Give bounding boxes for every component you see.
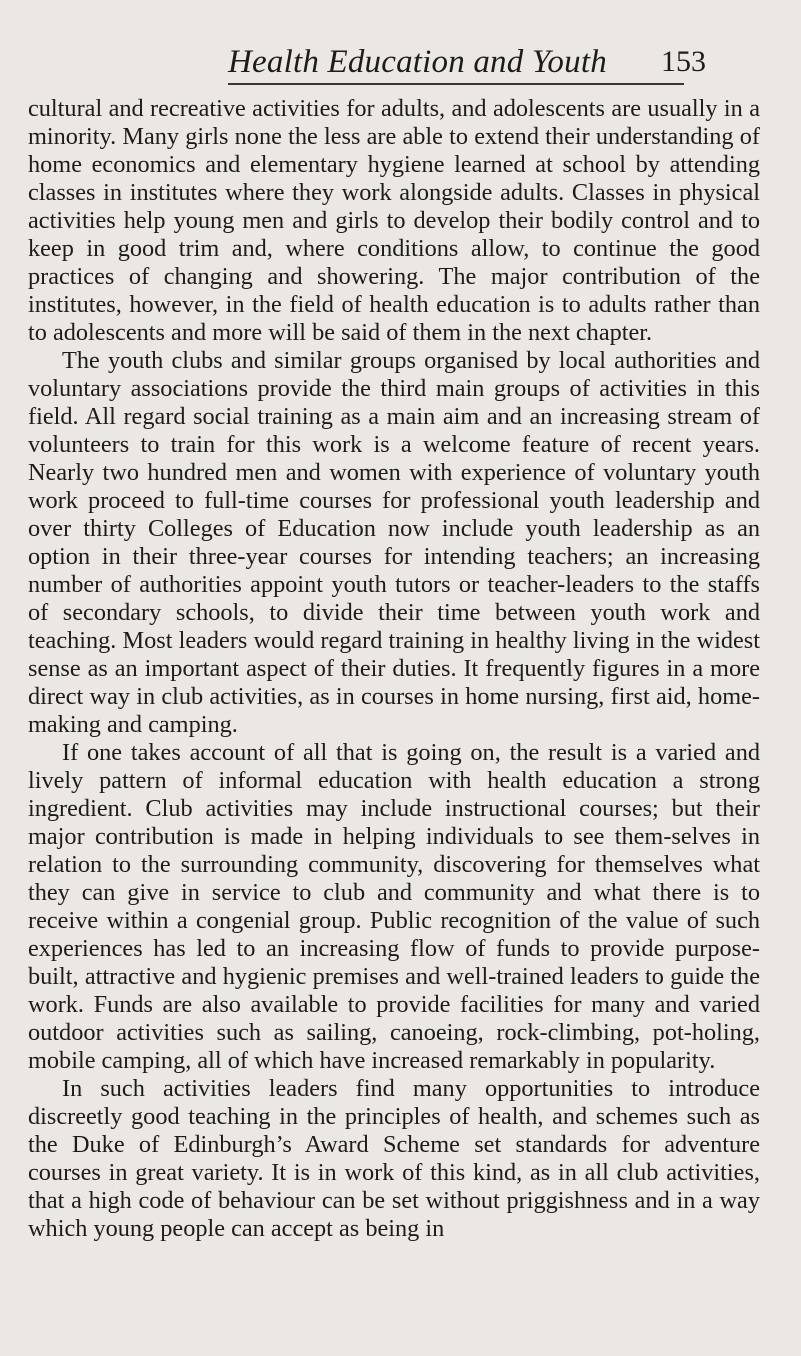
paragraph-youth-clubs: The youth clubs and similar groups organised by local authorities and voluntary associations provide the third main groups of activities in this field. All regard social training as a main aim and an increasing stream of volunteers to train for this work is a welcome feature of recent years. Nearly two hundred men and women with experience of voluntary youth work proceed to full-time courses for professional youth leadership and over thirty Colleges of Education now include youth leadership as an option in their three-year courses for intending teachers; an increasing number of authorities appoint youth tutors or teacher-leaders to the staffs of secondary schools, to divide their time between youth work and teaching. Most leaders would regard training in healthy living in the widest sense as an important aspect of their duties. It frequently figures in a more direct way in club activities, as in courses in home nursing, first aid, home-making and camping. (28, 347, 760, 738)
header-rule (228, 83, 684, 85)
paragraph-continued: cultural and recreative activities for adults, and adolescents are usually in a minority. Many girls none the less are able to extend their understanding of home economics and elementary hygiene learned at school by attending classes in institutes where they work alongside adults. Classes in physical activities help young men and girls to develop their bodily control and to keep in good trim and, where conditions allow, to continue the good practices of changing and showering. The major contribution of the institutes, however, in the field of health education is to adults rather than to adolescents and more will be said of them in the next chapter. (28, 95, 760, 346)
paragraph-informal-education: If one takes account of all that is going on, the result is a varied and lively pattern of informal education with health education a strong ingredient. Club activities may include instructional courses; but their major contribution is made in helping individuals to see them-selves in relation to the surrounding community, discovering for themselves what they can give in service to club and community and what there is to receive within a congenial group. Public recognition of the value of such experiences has led to an increasing flow of funds to provide purpose-built, attractive and hygienic premises and well-trained leaders to guide the work. Funds are also available to provide facilities for many and varied outdoor activities such as sailing, canoeing, rock-climbing, pot-holing, mobile camping, all of which have increased remarkably in popularity. (28, 739, 760, 1074)
body-text (28, 95, 760, 1243)
running-head (228, 44, 728, 88)
running-title: Health Education and Youth (228, 44, 607, 80)
page-number: 153 (661, 45, 706, 78)
paragraph-leaders-opportunities: In such activities leaders find many opportunities to introduce discreetly good teaching in the principles of health, and schemes such as the Duke of Edinburgh’s Award Scheme set standards for adventure courses in great variety. It is in work of this kind, as in all club activities, that a high code of behaviour can be set without priggishness and in a way which young people can accept as being in (28, 1075, 760, 1242)
